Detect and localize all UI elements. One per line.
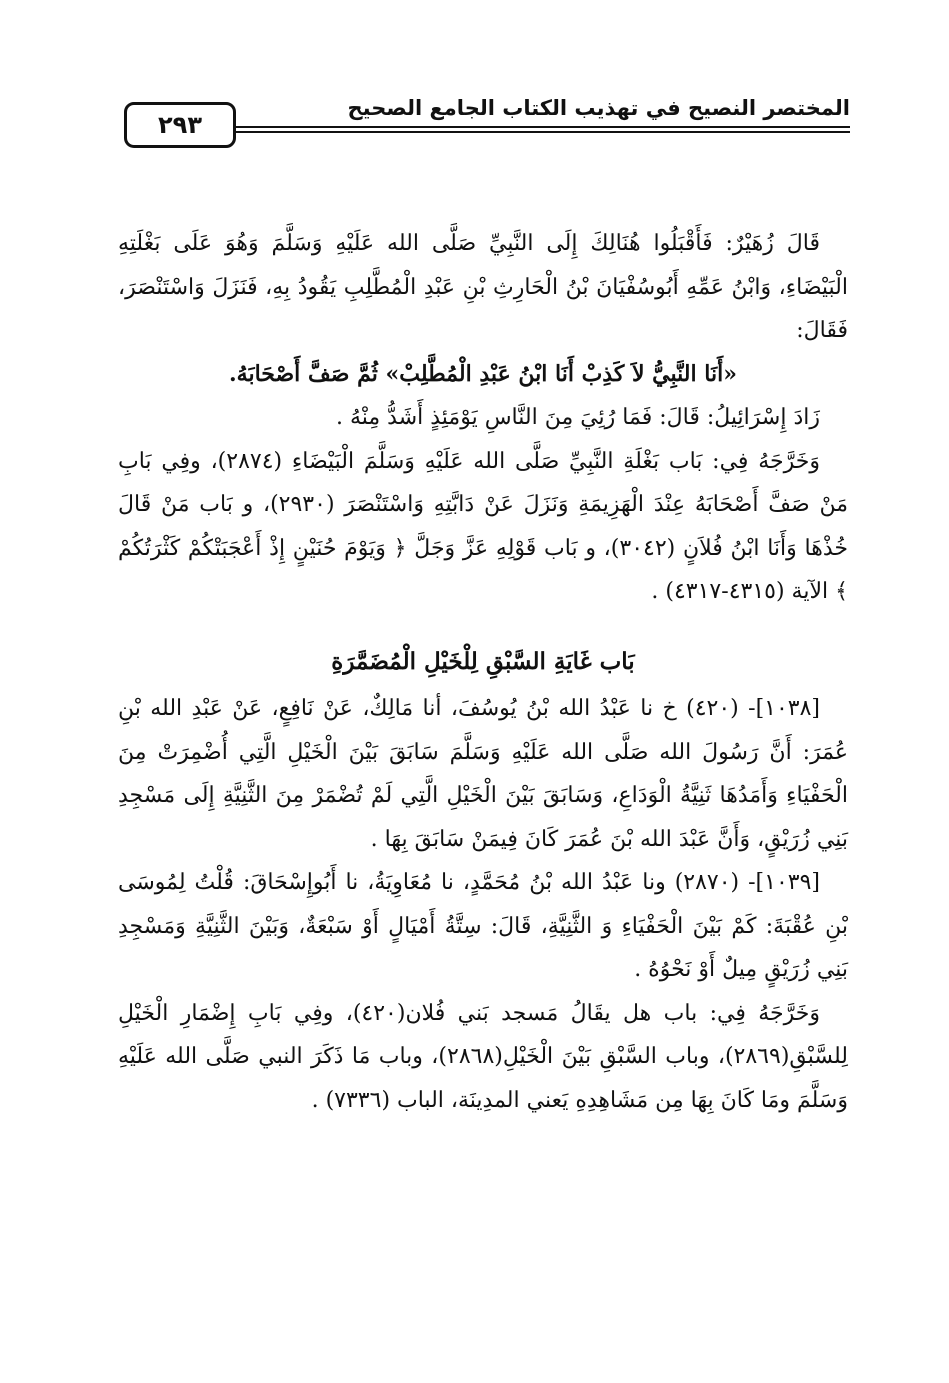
page-body <box>118 222 848 1122</box>
header-rule <box>230 126 850 133</box>
paragraph-takhrij-1: وَخَرَّجَهُ فِي: بَاب بَغْلَةِ النَّبِيِّ صَلَّى الله عَلَيْهِ وَسَلَّمَ الْبَيْضَاءِ (٢٨٧٤)، وفِي بَابِ مَنْ صَفَّ أَصْحَابَهُ عِنْدَ الْهَزِيمَةِ وَنَزَلَ عَنْ دَابَّتِهِ وَاسْتَنْصَرَ (٢٩٣٠)، و بَاب مَنْ قَالَ خُذْهَا وَأَنَا ابْنُ فُلاَنٍ (٣٠٤٢)، و بَاب قَوْلِهِ عَزَّ وَجَلَّ ﴿ وَيَوْمَ حُنَيْنٍ إِذْ أَعْجَبَتْكُمْ كَثْرَتُكُمْ ﴾ الآية (٤٣١٥-٤٣١٧) . <box>118 448 848 604</box>
hadith-1039: [١٠٣٩]- (٢٨٧٠) ونا عَبْدُ الله بْنُ مُحَمَّدٍ، نا مُعَاوِيَةُ، نا أَبُوإِسْحَاقَ: قُلْتُ لِمُوسَى بْنِ عُقْبَةَ: كَمْ بَيْنَ الْحَفْيَاءِ وَ الثَّنِيَّةِ، قَالَ: سِتَّةُ أَمْيَالٍ أَوْ سَبْعَةٌ، وَبَيْنَ الثَّنِيَّةِ وَمَسْجِدِ بَنِي زُرَيْقٍ مِيلٌ أَوْ نَحْوُهُ . <box>118 870 848 982</box>
quote-continuation: ثُمَّ صَفَّ أَصْحَابَهُ. <box>229 360 386 387</box>
book-title: المختصر النصيح في تهذيب الكتاب الجامع الصحيح <box>347 96 850 120</box>
paragraph-prophet-quote <box>118 353 848 397</box>
paragraph-takhrij-2: وَخَرَّجَهُ فِي: باب هل يقَالُ مَسجد بَني فُلان(٤٢٠)، وفِي بَابِ إِضْمَارِ الْخَيْلِ لِلسَّبْقِ(٢٨٦٩)، وباب السَّبْقِ بَيْنَ الْخَيْلِ(٢٨٦٨)، وباب مَا ذَكَرَ النبي صَلَّى الله عَلَيْهِ وَسَلَّمَ ومَا كَانَ بِهَا مِن مَشَاهِدِهِ يَعني المدِينَة، الباب (٧٣٣٦) . <box>118 1000 848 1113</box>
prophet-quote: «أَنَا النَّبِيُّ لاَ كَذِبْ أَنَا ابْنُ عَبْدِ الْمُطَّلِبْ» <box>385 360 737 387</box>
page-number: ٢٩٣ <box>124 102 236 148</box>
chapter-title: بَاب غَايَةِ السَّبْقِ لِلْخَيْلِ الْمُضَمَّرَةِ <box>331 647 635 675</box>
paragraph-zuhair: قَالَ زُهَيْرٌ: فَأَقْبَلُوا هُنَالِكَ إِلَى النَّبِيِّ صَلَّى الله عَلَيْهِ وَسَلَّمَ وَهُوَ عَلَى بَغْلَتِهِ الْبَيْضَاءِ، وَابْنُ عَمِّهِ أَبُوسُفْيَانَ بْنُ الْحَارِثِ بْنِ عَبْدِ الْمُطَّلِبِ يَقُودُ بِهِ، فَنَزَلَ وَاسْتَنْصَرَ، فَقَالَ: <box>118 231 848 343</box>
hadith-1038: [١٠٣٨]- (٤٢٠) خ نا عَبْدُ الله بْنُ يُوسُفَ، أنا مَالِكٌ، عَنْ نَافِعٍ، عَنْ عَبْدِ الله بْنِ عُمَرَ: أَنَّ رَسُولَ الله صَلَّى الله عَلَيْهِ وَسَلَّمَ سَابَقَ بَيْنَ الْخَيْلِ الَّتِي أُضْمِرَتْ مِنَ الْحَفْيَاءِ وَأَمَدُهَا ثَنِيَّةُ الْوَدَاعِ، وَسَابَقَ بَيْنَ الْخَيْلِ الَّتِي لَمْ تُضْمَرْ مِنَ الثَّنِيَّةِ إِلَى مَسْجِدِ بَنِي زُرَيْقٍ، وَأَنَّ عَبْدَ الله بْنَ عُمَرَ كَانَ فِيمَنْ سَابَقَ بِهَا . <box>118 696 848 852</box>
page-header <box>118 92 850 162</box>
paragraph-israil: زَادَ إِسْرَائِيلُ: قَالَ: فَمَا رُئِيَ مِنَ النَّاسِ يَوْمَئِذٍ أَشَدُّ مِنْهُ . <box>335 405 820 430</box>
